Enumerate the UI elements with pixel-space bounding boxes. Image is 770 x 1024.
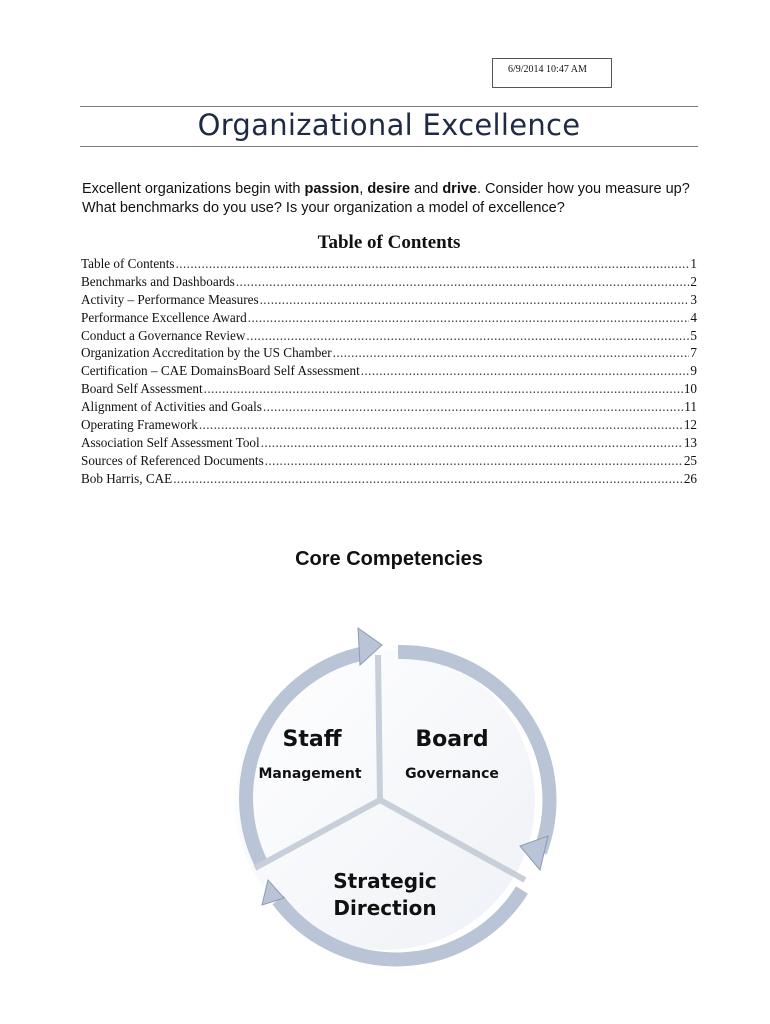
- toc-entry-page: 7: [690, 345, 697, 361]
- strategic-label: Strategic: [333, 869, 437, 893]
- toc-entry-page: 26: [683, 470, 697, 486]
- staff-label: Staff: [282, 727, 342, 752]
- toc-leader-dots: [199, 417, 683, 433]
- intro-bold-passion: passion: [304, 181, 360, 197]
- toc-entry[interactable]: [81, 256, 697, 274]
- document-title: Organizational Excellence: [197, 108, 581, 142]
- toc-leader-dots: [246, 328, 689, 344]
- toc-heading: Table of Contents: [317, 232, 461, 253]
- toc-entry[interactable]: [81, 435, 697, 453]
- toc-entry-page: 2: [690, 273, 697, 289]
- toc-entry-page: 10: [683, 381, 697, 397]
- intro-text-2: ,: [359, 181, 368, 197]
- divider-top: [378, 655, 380, 800]
- toc-entry-title: Board Self Assessment: [81, 381, 203, 397]
- intro-text-4: . Consider how you measure up? What benchmarks do you use? Is your organization a model of excellence?: [82, 181, 690, 216]
- toc-entry[interactable]: [81, 453, 697, 471]
- toc-leader-dots: [361, 363, 690, 379]
- toc-entry[interactable]: [81, 292, 697, 310]
- table-of-contents: [81, 256, 697, 489]
- core-competencies-heading: Core Competencies: [295, 548, 483, 570]
- toc-entry[interactable]: [81, 274, 697, 292]
- toc-entry-title: Alignment of Activities and Goals: [81, 399, 262, 415]
- toc-entry[interactable]: [81, 417, 697, 435]
- toc-leader-dots: [173, 471, 683, 487]
- toc-leader-dots: [261, 435, 683, 451]
- toc-entry[interactable]: [81, 345, 697, 363]
- toc-entry-title: Operating Framework: [81, 417, 198, 433]
- toc-leader-dots: [248, 310, 690, 326]
- toc-entry-page: 3: [690, 291, 697, 307]
- toc-entry-page: 1: [690, 256, 697, 271]
- toc-entry-title: Performance Excellence Award: [81, 309, 247, 325]
- toc-entry-title: Activity – Performance Measures: [81, 291, 259, 307]
- toc-entry-page: 11: [684, 399, 697, 415]
- core-competencies-cycle-diagram: [225, 620, 560, 1015]
- toc-leader-dots: [176, 256, 690, 272]
- intro-text-3: and: [410, 181, 443, 197]
- board-label: Board: [415, 727, 489, 752]
- governance-label: Governance: [405, 766, 499, 782]
- toc-leader-dots: [265, 453, 683, 469]
- title-rule-top: [80, 106, 698, 107]
- toc-entry-title: Organization Accreditation by the US Chamber: [81, 345, 332, 361]
- toc-entry-page: 12: [683, 417, 697, 433]
- toc-entry-page: 4: [690, 309, 697, 325]
- toc-leader-dots: [204, 381, 683, 397]
- intro-bold-desire: desire: [367, 181, 411, 197]
- toc-entry-title: Association Self Assessment Tool: [81, 434, 260, 450]
- toc-leader-dots: [263, 399, 683, 415]
- toc-entry-title: Benchmarks and Dashboards: [81, 273, 235, 289]
- toc-entry-title: Conduct a Governance Review: [81, 327, 246, 343]
- toc-entry[interactable]: [81, 328, 697, 346]
- intro-text-1: Excellent organizations begin with: [82, 181, 305, 197]
- management-label: Management: [258, 766, 362, 782]
- toc-entry[interactable]: [81, 399, 697, 417]
- title-rule-bottom: [80, 146, 698, 147]
- direction-label: Direction: [333, 896, 437, 920]
- toc-leader-dots: [236, 274, 690, 290]
- toc-entry-page: 5: [690, 327, 697, 343]
- toc-entry-page: 9: [690, 363, 697, 379]
- intro-bold-drive: drive: [442, 181, 477, 197]
- date-time-box: [492, 58, 612, 88]
- toc-entry[interactable]: [81, 381, 697, 399]
- date-time-text: 6/9/2014 10:47 AM: [508, 64, 587, 75]
- toc-entry[interactable]: [81, 363, 697, 381]
- intro-paragraph: [82, 180, 702, 218]
- toc-leader-dots: [260, 292, 690, 308]
- toc-entry-page: 25: [683, 452, 697, 468]
- toc-entry-page: 13: [683, 434, 697, 450]
- toc-entry[interactable]: [81, 310, 697, 328]
- toc-entry-title: Sources of Referenced Documents: [81, 452, 264, 468]
- toc-entry-title: Bob Harris, CAE: [81, 470, 173, 486]
- toc-entry-title: Certification – CAE DomainsBoard Self Assessment: [81, 363, 360, 379]
- toc-entry-title: Table of Contents: [81, 256, 175, 271]
- toc-leader-dots: [333, 345, 690, 361]
- toc-entry[interactable]: [81, 471, 697, 489]
